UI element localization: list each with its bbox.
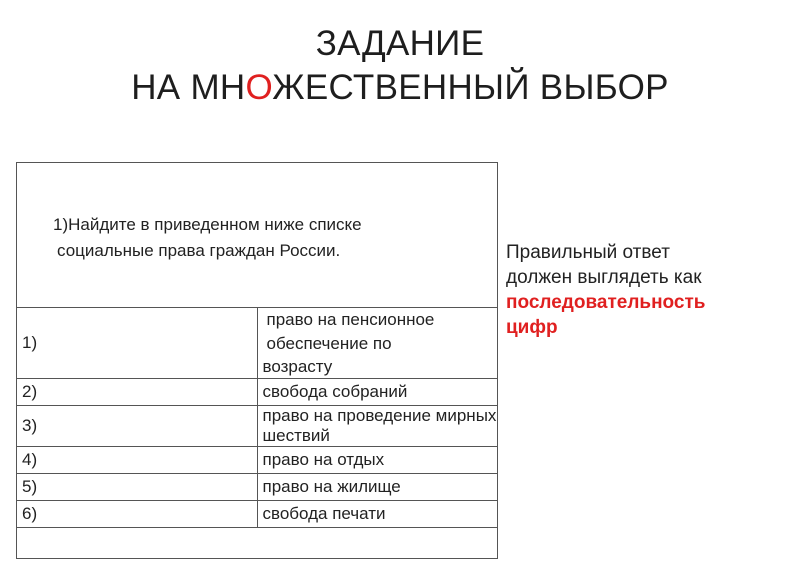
title-accent-letter: О: [245, 68, 273, 107]
note-emphasis-1: последовательность: [506, 292, 706, 313]
answer-note: [506, 240, 796, 340]
option-number-3: 3): [17, 406, 258, 447]
question-line-1: Найдите в приведенном ниже списке: [68, 215, 362, 234]
title-line-2-start: НА МН: [131, 68, 246, 107]
option-text-3: право на проведение мирных шествий: [257, 406, 498, 447]
option-row-2: [17, 379, 498, 406]
option-text-1-line-1: право на пенсионное обеспечение по: [266, 310, 435, 353]
question-row: [17, 163, 498, 308]
title-line-1: ЗАДАНИЕ: [315, 24, 485, 63]
option-number-5: 5): [17, 474, 258, 501]
title-line-2: [0, 66, 800, 110]
option-row-3: [17, 406, 498, 447]
slide-title: [0, 22, 800, 110]
option-number-4: 4): [17, 447, 258, 474]
note-line-2: должен выглядеть как: [506, 267, 702, 288]
option-text-1-line-2: возрасту: [262, 357, 333, 376]
question-cell: [17, 163, 498, 308]
question-text: [17, 206, 497, 264]
option-number-2: 2): [17, 379, 258, 406]
option-number-1: 1): [17, 308, 258, 379]
option-text-1: [257, 308, 498, 379]
task-table: [16, 162, 498, 559]
empty-cell: [17, 528, 498, 559]
question-number: 1): [53, 215, 69, 234]
note-line-1: Правильный ответ: [506, 242, 670, 263]
option-row-6: [17, 501, 498, 528]
note-emphasis-2: цифр: [506, 317, 558, 338]
option-text-6: свобода печати: [257, 501, 498, 528]
option-text-4: право на отдых: [257, 447, 498, 474]
option-text-5: право на жилище: [257, 474, 498, 501]
option-text-2: свобода собраний: [257, 379, 498, 406]
option-number-6: 6): [17, 501, 258, 528]
question-line-2: социальные права граждан России.: [57, 241, 341, 260]
option-row-5: [17, 474, 498, 501]
option-row-4: [17, 447, 498, 474]
empty-row: [17, 528, 498, 559]
title-line-2-end: ЖЕСТВЕННЫЙ ВЫБОР: [272, 68, 669, 107]
option-row-1: [17, 308, 498, 379]
